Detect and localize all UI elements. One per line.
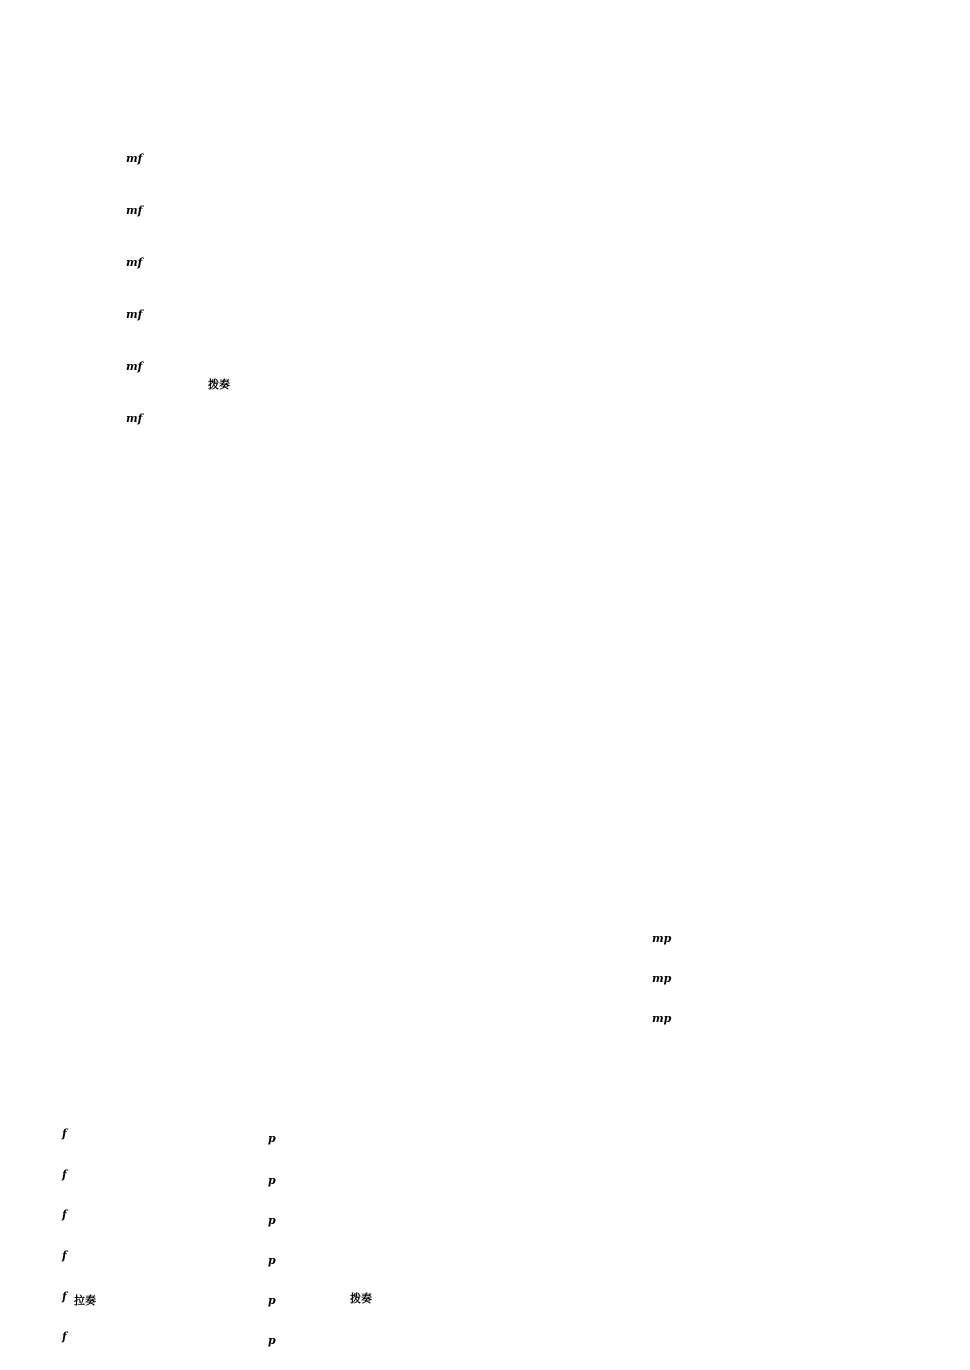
dynamic-f: f — [62, 1330, 67, 1343]
dynamic-mp: mp — [652, 932, 672, 945]
dynamic-f: f — [62, 1208, 67, 1221]
dynamic-mf: mf — [126, 204, 143, 217]
dynamic-mp: mp — [652, 972, 672, 985]
dynamic-f: f — [62, 1290, 67, 1303]
technique-bow: 拉奏 — [74, 1294, 96, 1307]
dynamic-mf: mf — [126, 308, 143, 321]
dynamic-mp: mp — [652, 1012, 672, 1025]
dynamic-f: f — [62, 1127, 67, 1140]
dynamic-p: p — [268, 1294, 276, 1307]
dynamic-p: p — [268, 1334, 276, 1347]
dynamic-p: p — [268, 1254, 276, 1267]
technique-pluck: 拨奏 — [350, 1292, 372, 1305]
dynamic-mf: mf — [126, 152, 143, 165]
dynamic-p: p — [268, 1174, 276, 1187]
dynamic-p: p — [268, 1132, 276, 1145]
dynamic-p: p — [268, 1214, 276, 1227]
dynamic-f: f — [62, 1168, 67, 1181]
dynamic-mf: mf — [126, 412, 143, 425]
dynamic-f: f — [62, 1249, 67, 1262]
technique-pluck: 拨奏 — [208, 378, 230, 391]
dynamic-mf: mf — [126, 360, 143, 373]
dynamic-mf: mf — [126, 256, 143, 269]
